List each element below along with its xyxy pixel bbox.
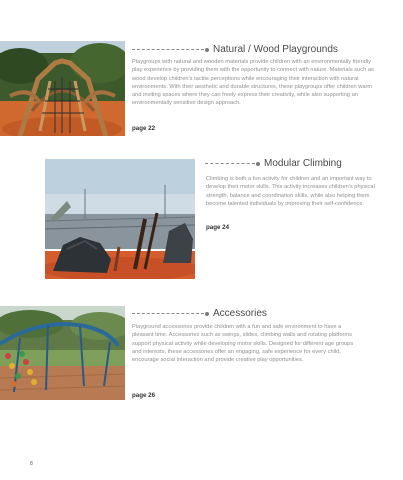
bullet-dot-icon bbox=[205, 48, 209, 52]
section-title: Natural / Wood Playgrounds bbox=[213, 44, 338, 55]
bullet-dot-icon bbox=[205, 312, 209, 316]
accessories-playground-photo bbox=[0, 306, 125, 400]
page-reference[interactable]: page 22 bbox=[132, 125, 156, 132]
wooden-playground-photo bbox=[0, 41, 125, 136]
page-number: 8 bbox=[30, 461, 33, 467]
section-body: Climbing is both a fun activity for children and an important way to develop their motor skills. This activity increases children's physical strength, balance and coordination skills, while also helping them become talented individuals by improving their self-confidence. bbox=[206, 176, 375, 207]
section-header bbox=[205, 158, 342, 169]
section-body: Playground accessories provide children with a fun and safe environment to have a pleasant time. Accessories such as swings, slides, climbing walls and rotating platforms support physical activity while developing motor skills. Designed for different age groups and interests, these accessories offer an engaging, safe experience for every child, encourage social interaction and provide creative play opportunities. bbox=[132, 324, 354, 364]
section-body: Playgroups with natural and wooden materials provide children with an environmentally friendly play experience by providing them with the opportunity to connect with nature. Materials such as wood develop children's tactile perceptions while encouraging their interaction with natural environments. With their aesthetic and durable structures, these playgroups offer children warm and inviting spaces where they can freely express their creativity, while also supporting an environmentally sensitive design approach. bbox=[132, 59, 374, 107]
section-title: Accessories bbox=[213, 308, 267, 319]
page-reference[interactable]: page 26 bbox=[132, 392, 156, 399]
climbing-playground-photo bbox=[45, 159, 195, 279]
bullet-dot-icon bbox=[256, 162, 260, 166]
section-title: Modular Climbing bbox=[264, 158, 342, 169]
section-header bbox=[132, 44, 338, 55]
page-reference[interactable]: page 24 bbox=[206, 224, 230, 231]
section-header bbox=[132, 308, 267, 319]
